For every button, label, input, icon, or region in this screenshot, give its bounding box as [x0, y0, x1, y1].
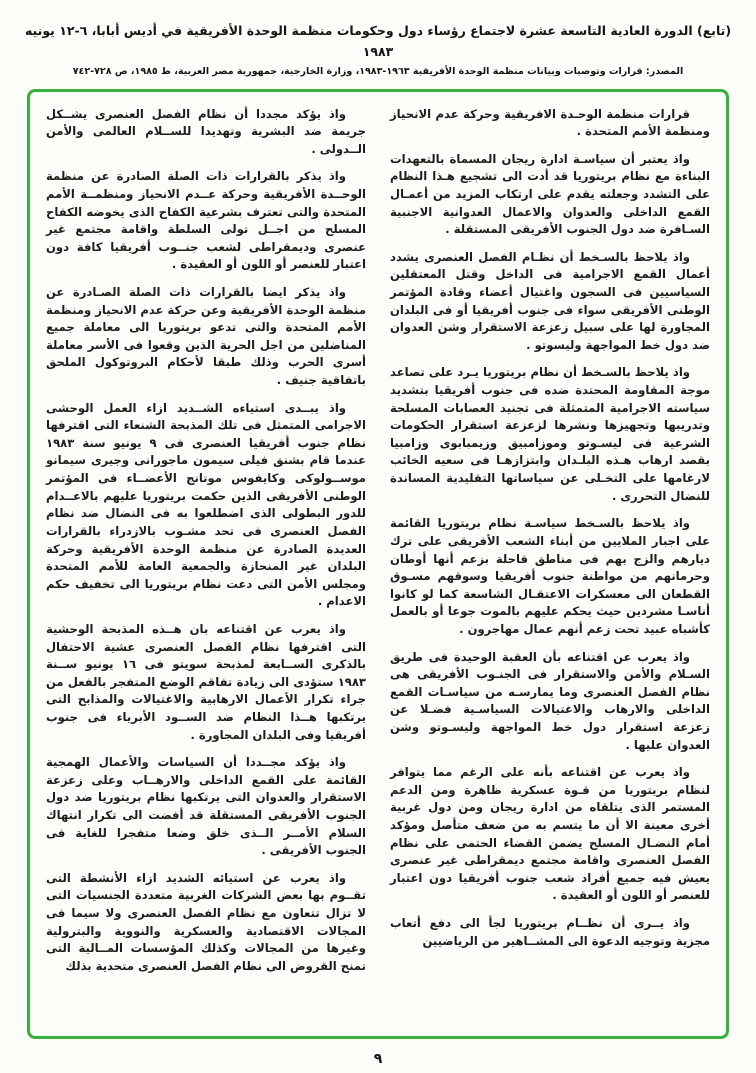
paragraph: واذ يلاحظ بالسـخط أن نظـام الفصل العنصرى يشدد أعمال القمع الاجرامية فى الداخل وقتل المعتقلين السياسيين فى السجون واغتيال أعضاء وقادة المؤتمر الوطنى الأفريقى سواء فى جنوب أفريقيا أو فى البلدان المجاورة لها على سبيل زعزعة الاستقرار وشن العدوان ضد دول خط المواجهة وليسوتو .: [390, 249, 710, 352]
paragraph: واذ يؤكد مجددا أن نظام الفصل العنصرى يشــكل جريمة ضد البشرية وتهديدا للســلام العالمى والأمن الــدولى .: [46, 106, 366, 156]
paragraph: واذ يذكر ايضا بالقرارات ذات الصلة الصـادرة عن منظمة الوحدة الأفريقية وعن حركة عدم الانحياز ومنظمة الأمم المتحدة والتى تدعو بريتوريا الى معاملة جميع المناضلين من اجل الحرية الذين وقعوا فى الأسر معاملة أسرى الحرب وذلك طبقا لأحكام البروتوكول الملحق باتفاقية جنيف .: [46, 284, 366, 388]
page-number: ٩: [373, 1051, 383, 1067]
paragraph: واذ يذكر بالقرارات ذات الصلة الصادرة عن منظمة الوحــدة الأفريقية وحركة عــدم الانحياز ومنظمــة الأمم المتحدة والتى تعترف بشرعية الكفاح الذى يخوضه الكفاح المسلح من اجــل تولى السلطة واقامة مجتمع غير عنصرى وديمقراطى لشعب جنــوب أفريقيا كافة دون اعتبار للعنصر أو اللون أو العقيدة .: [46, 169, 366, 272]
paragraph: واذ يلاحظ بالسـخط سياسـة نظام بريتوريا القائمة على اجبار الملايين من أبناء الشعب الأفريقى على ترك ديارهم والزج بهم فى مناطق قاحلة بزعم أنها أوطان وحرمانهم من مواطنة جنوب أفريقيا وسوقهم مسـوق القطعان الى معسكرات الاعتقـال الشاسعة كما لو كانوا أناسـا مشردين حيث يحكم عليهم بالموت جوعا أو بالعمل كأشباه عبيد تحت زعم أنهم عمال مهاجرون .: [390, 516, 710, 636]
paragraph: واذ يؤكد مجــددا أن السياسات والأعمال الهمجية القائمة على القمع الداخلى والارهــاب وعلى زعزعة الاستقرار والعدوان التى يرتكبها نظام بريتوريا ضد دول الجنوب الأفريقى المستقلة قد أفضت الى تكرار انتهاك السلام الأمــر الــذى خلق وضعا متفجرا للغاية فى الجنوب الأفريقى .: [46, 755, 366, 858]
section-title: قرارات منظمة الوحـدة الافريقية وحركة عدم الانحياز ومنظمة الأمم المتحدة .: [390, 106, 710, 139]
content-frame: [27, 89, 729, 1039]
right-column: [390, 106, 710, 1028]
paragraph: واذ يعرب عن اقتناعه بان هــذه المذبحة الوحشية التى اقترفها نظام الفصل العنصرى عشية الاحتفال بالذكرى الســابعة لمذبحة سويتو فى ١٦ يونيو ســنة ١٩٨٣ ستؤدى الى زيادة تفاقم الوضع المتفجر بالفعل من جراء تكرار الأعمال الارهابية والاغتيالات والمذابح التى يرتكبها هــذا النظام ضد الســود الأبرياء فى جنوب أفريقيا وفى البلدان المجاورة .: [46, 621, 366, 742]
document-title: (تابع) الدورة العادية التاسعة عشرة لاجتماع رؤساء دول وحكومات منظمة الوحدة الأفريقية في أديس أبابا، ٦-١٢ يونيه ١٩٨٣: [24, 23, 732, 60]
paragraph: واذ يلاحظ بالسـخط أن نظام بريتوريا يـرد على تصاعد موجة المقاومة المحتدة ضده فى جنوب أفريقيا بتشديد سياسته الاجرامية المتمثلة فى تجنيد العصابات المسلحة وتدريبها وتجهيزها ونشرها لزعزعة استقرار الحكومات الشرعية فى ليسـوتو وموزامبيق وزيمبابوى وزامبيا بقصد ارهاب هـذه البلـدان وابتزازهـا فى سعيه الخائب لارغامها على التخـلى عن سياساتها التقليدية المساندة للنضال التحررى .: [390, 365, 710, 503]
two-column-text: [46, 106, 710, 1028]
paragraph: واذ يعرب عن استيائه الشديد ازاء الأنشطة التى تقــوم بها بعض الشركات الغربية متعددة الجنسيات التى لا تزال تتعاون مع نظام الفصل العنصرى ولا سيما فى المجالات الاقتصادية والعسكرية والنووية والبترولية وغيرها من المجالات وكذلك المؤسسات المــالية التى تمنح القروض الى نظام الفصل العنصرى متحدية بذلك: [46, 870, 366, 973]
paragraph: واذ يعرب عن اقتناعه بأنه على الرغم مما يتوافر لنظام بريتوريا من قـوة عسكرية ظاهرة ومن الدعم المستمر الذى يتلقاه من ادارة ريجان ومن دول غربية أخرى معينة الا أن ما يتسم به من ضعف متأصل ومؤكد أمام النضـال المسلح يضمن القضاء الحتمى على نظام الفصل العنصرى واقامة مجتمع ديمقراطى غير عنصرى يعيش فيه جميع أفراد شعب جنوب أفريقيا دون اعتبار للعنصر أو اللون أو العقيدة .: [390, 765, 710, 903]
paragraph: واذ يعتبر أن سياسـة ادارة ريجان المسماة بالتعهدات البناءة مع نظام بريتوريا قد أدت الى تشجيع هـذا النظام على التشدد وجعلته يقدم على ارتكاب المزيد من أعمـال القمع الداخلى والعدوان والاعمال العدوانية الاجنبية السـافرة ضد دول الجنوب الأفريقى المستقلة .: [390, 151, 710, 237]
paragraph: واذ يــرى أن نظــام بريتوريا لجأ الى دفع أتعاب مجزية وتوجيه الدعوة الى المشــاهير من الرياضيين: [390, 916, 710, 948]
document-header: [0, 0, 756, 77]
paragraph: واذ يعرب عن اقتناعه بأن العقبة الوحيدة فى طريق السـلام والأمن والاستقرار فى الجنـوب الأفريقى هى نظام الفصل العنصرى وما يمارسـه من سياسـات القمع الداخلى والارهاب والاغتيالات السياسـية فضـلا عن زعزعة استقرار دول خط المواجهة وليسـوتو وشن العدوان عليها .: [390, 649, 710, 752]
document-source-line: المصدر: قرارات وتوصيات وبيانات منظمة الوحدة الأفريقية ١٩٦٣-١٩٨٣، وزارة الخارجية، جمهورية مصر العربية، ط ١٩٨٥، ص ٧٢٨-٧٤٢: [72, 65, 684, 77]
paragraph: واذ يبــدى استياءه الشــديد ازاء العمل الوحشى الاجرامى المتمثل فى تلك المذبحة الشنعاء التى اقترفها نظام جنوب أفريقيا العنصرى فى ٩ يونيو سنة ١٩٨٣ عندما قام بشنق فيلى سيمون ماجورانى وجيرى سيمانو موســولوكى وكايفوس موتانج الأعضــاء فى المؤتمر الوطنى الأفريقى الذين حكمت بريتوريا عليهم بالاعــدام للدور البطولى الذى اضطلعوا به فى النضال ضد نظام الفصل العنصرى فى تحد مشـوب بالازدراء بالقرارات العديدة الصادرة عن منظمة الوحدة الأفريقية وحركة البلدان غير المنحازة والجمعية العامة للأمم المتحدة ومجلس الأمن التى دعت نظام بريتوريا الى تخفيف حكم الاعدام .: [46, 400, 366, 609]
left-column: [46, 106, 366, 1028]
